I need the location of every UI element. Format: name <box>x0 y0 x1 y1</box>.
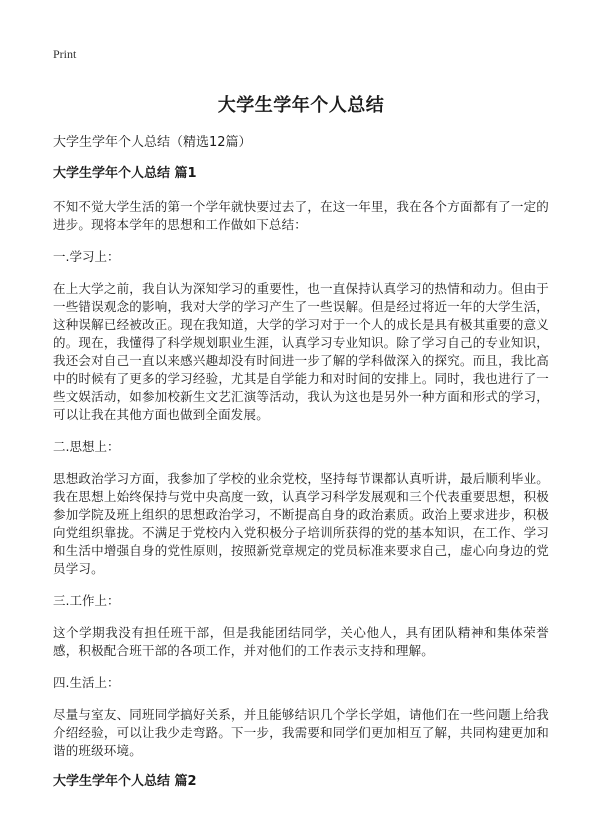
thought-paragraph: 思想政治学习方面，我参加了学校的业余党校，坚持每节课都认真听讲，最后顺利毕业。我在思想上始终保持与党中央高度一致，认真学习科学发展观和三个代表重要思想，积极参加学院及班上组织的思想政治学习，不断提高自身的政治素质。政治上要求进步，积极向党组织靠拢。不满足于党校内入党积极分子培训所获得的党的基本知识，在工作、学习和生活中增强自身的党性原则，按照新党章规定的党员标准来要求自己，虚心向身边的党员学习。 <box>53 471 549 576</box>
work-label: 三.工作上： <box>53 593 120 608</box>
document-subtitle: 大学生学年个人总结（精选12篇） <box>53 135 252 150</box>
life-paragraph: 尽量与室友、同班同学搞好关系，并且能够结识几个学长学姐，请他们在一些问题上给我介绍经验，可以让我少走弯路。下一步，我需要和同学们更加相互了解，共同构建更加和谐的班级环境。 <box>53 707 549 758</box>
page-title: 大学生学年个人总结 <box>217 95 385 116</box>
section-heading-2: 大学生学年个人总结 篇2 <box>53 774 197 789</box>
thought-label: 二.思想上： <box>53 439 120 454</box>
section-heading-1: 大学生学年个人总结 篇1 <box>53 166 197 181</box>
study-label: 一.学习上： <box>53 249 120 264</box>
intro-paragraph: 不知不觉大学生活的第一个学年就快要过去了，在这一年里，我在各个方面都有了一定的进步。现将本学年的思想和工作做如下总结： <box>53 199 549 232</box>
print-link[interactable]: Print <box>53 47 77 61</box>
work-paragraph: 这个学期我没有担任班干部，但是我能团结同学，关心他人，具有团队精神和集体荣誉感，积极配合班干部的各项工作，并对他们的工作表示支持和理解。 <box>53 625 549 658</box>
life-label: 四.生活上： <box>53 675 120 690</box>
study-paragraph: 在上大学之前，我自认为深知学习的重要性，也一直保持认真学习的热情和动力。但由于一些错误观念的影响，我对大学的学习产生了一些误解。但是经过将近一年的大学生活，这种误解已经被改正。现在我知道，大学的学习对于一个人的成长是具有极其重要的意义的。现在，我懂得了科学规划职业生涯，认真学习专业知识。除了学习自己的专业知识，我还会对自己一直以来感兴趣却没有时间进一步了解的学科做深入的探究。而且，我比高中的时候有了更多的学习经验，尤其是自学能力和对时间的安排上。同时，我也进行了一些文娱活动，如参加校新生文艺汇演等活动，我认为这也是另外一种方面和形式的学习，可以让我在其他方面也做到全面发展。 <box>53 281 549 422</box>
